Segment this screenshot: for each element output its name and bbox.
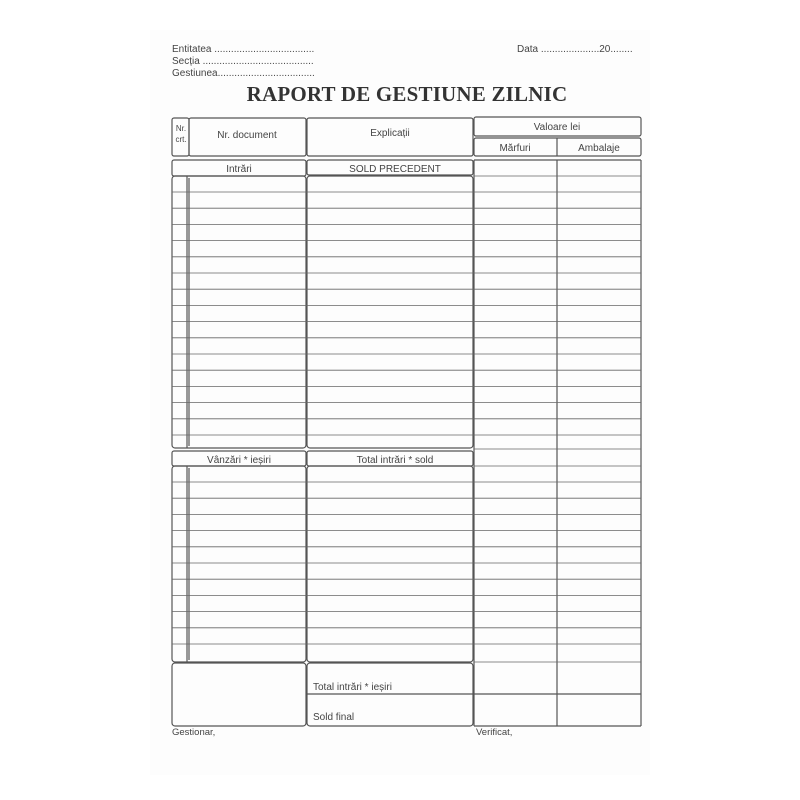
date-field: Data .....................20........ [517,44,633,55]
header-crt: crt. [175,135,187,144]
lower-left-block [172,466,306,662]
inputs-section-label: Intrări [226,164,252,175]
header-goods: Mărfuri [499,143,531,154]
total-inputs-sold-label: Total intrări * sold [356,455,434,466]
header-nr: Nr. [175,124,187,133]
lower-middle-block [307,466,473,662]
table-row-lines [172,176,641,662]
entity-field: Entitatea .................................... [172,44,315,55]
final-balance-label: Sold final [313,712,355,723]
sold-precedent-label: SOLD PRECEDENT [349,164,441,175]
store-field: Gestiunea................................... [172,68,315,79]
header-document: Nr. document [217,130,277,141]
upper-left-block [172,176,306,448]
header-value: Valoare lei [533,122,581,133]
header-explicatii: Explicații [370,128,410,139]
verified-signature-label: Verificat, [476,727,513,738]
bottom-left-box [172,663,306,726]
section-field: Secția ........................................ [172,56,314,67]
page-title: RAPORT DE GESTIUNE ZILNIC [246,82,568,106]
header-packaging: Ambalaje [578,143,620,154]
manager-signature-label: Gestionar, [172,727,216,738]
upper-middle-block [307,176,473,448]
total-inputs-outputs-label: Total intrări * ieșiri [313,682,392,693]
sales-section-label: Vânzări * ieșiri [207,455,271,466]
